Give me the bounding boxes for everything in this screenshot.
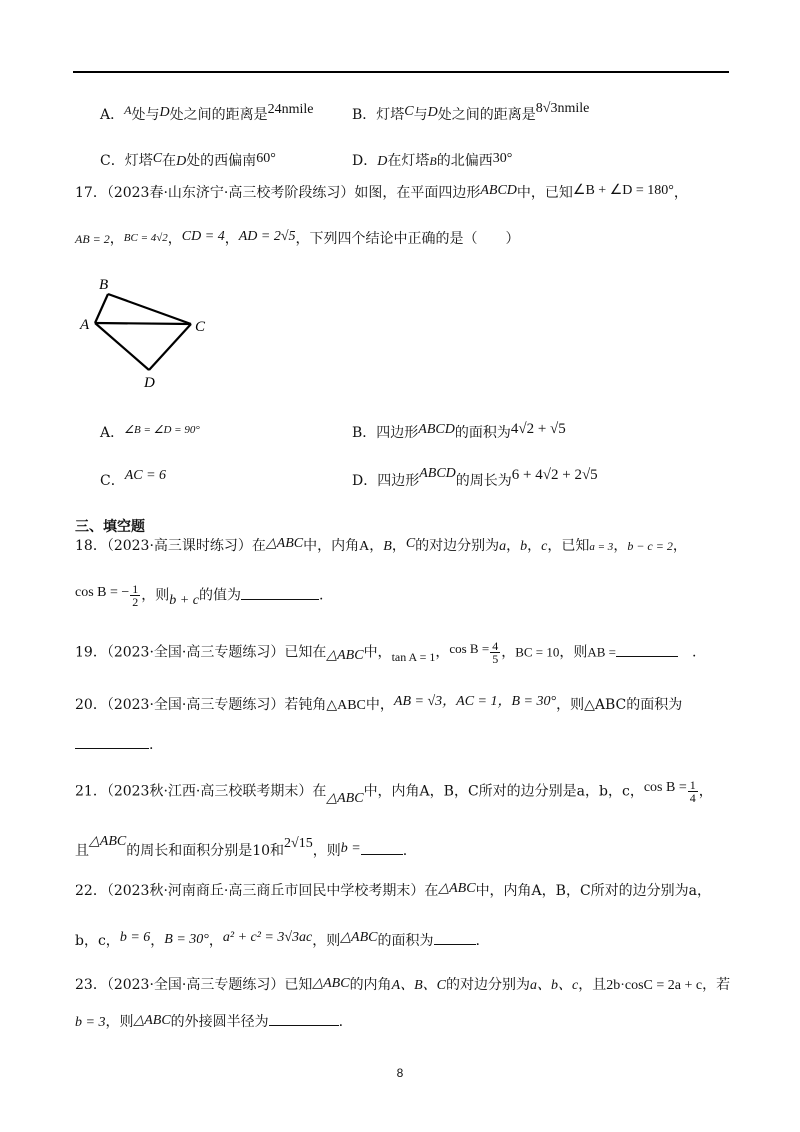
q20-answer-blank[interactable] [75,736,149,749]
vertex-label-c: C [195,319,206,335]
q22-answer-blank[interactable] [434,932,476,945]
q19-fraction: $\frac{4}{5}$ [492,639,499,666]
q22-line2: b，c，b = 6，B = 30°，a² + c² = 3√3ac，则△ABC的面积为 . [75,930,480,949]
q19-line: 19．（2023·全国·高三专题练习）已知在△ABC中，tan A = 1，cos B = $\frac{4}{5}$ ，BC = 10，则AB = . [75,639,697,666]
q16-option-c: C．灯塔C在D处的西偏南60° [100,151,276,169]
section-heading-fill-in: 三、填空题 [75,519,145,535]
q22-line1: 22．（2023秋·河南商丘·高三商丘市回民中学校考期末）在△ABC中，内角A，B，C所对的边分别为a， [75,881,712,899]
q21-line2: 且△ABC的周长和面积分别是10和2√15，则b = . [75,834,408,859]
q18-line1: 18．（2023·高三课时练习）在△ABC中，内角A，B，C的对边分别为a，b，c，已知a = 3，b − c = 2， [75,536,687,554]
edge-ad [95,323,149,370]
edge-dc [149,324,191,370]
q23-line2: b = 3，则△ABC的外接圆半径为 . [75,1013,344,1030]
q23-line1: 23．（2023·全国·高三专题练习）已知△ABC的内角A、B、C的对边分别为a、b、c，且2b·cosC = 2a + c，若 [75,976,731,993]
q17-stem-line2: AB = 2，BC = 4√2，CD = 4，AD = 2√5，下列四个结论中正确的是（ ） [75,229,520,247]
edge-ac [95,323,191,324]
q17-option-a: A．$^{\angle B = \angle D = 90^\circ}$ [100,424,200,441]
q19-answer-blank[interactable] [616,648,678,657]
q16-option-b: B．灯塔C与D处之间的距离是8√3nmile [352,101,590,123]
vertex-label-a: A [80,317,90,333]
q20-line1: 20．（2023·全国·高三专题练习）若钝角△ABC中，AB = √3，AC = 1，B = 30°，则△ABC的面积为 [75,694,683,713]
q17-quadrilateral-figure [78,275,218,395]
q18-answer-blank[interactable] [241,587,319,600]
vertex-label-b: B [99,277,109,293]
q17-option-d: D．四边形ABCD的周长为6 + 4√2 + 2√5 [352,466,598,489]
vertex-label-d: D [144,375,155,391]
header-rule [73,71,729,73]
q17-stem-line1: 17．（2023春·山东济宁·高三校考阶段练习）如图，在平面四边形ABCD中，已知∠B + ∠D = 180°， [75,183,688,201]
q18-line2: cos B = − $\frac{1}{2}$ ，则b + c的值为 . [75,582,324,609]
page-number: 8 [396,1066,404,1080]
q16-option-a: A．A处与D处之间的距离是24nmile [100,102,314,123]
q16-option-d: D．D在灯塔B的北偏西30° [352,151,513,169]
q21-line1: 21．（2023秋·江西·高三校联考期末）在△ABC中，内角A，B，C所对的边分别是a，b，c，cos B = $\frac{1}{4}$ ， [75,778,713,806]
edge-bc [108,294,191,324]
q23-answer-blank[interactable] [269,1013,339,1026]
q20-line2: . [75,736,153,753]
edge-ab [95,294,108,323]
q18-fraction: $\frac{1}{2}$ [132,582,139,609]
q17-option-c: C．AC = 6 [100,468,167,489]
q21-fraction: $\frac{1}{4}$ [689,778,696,805]
q17-option-b: B．四边形ABCD的面积为4√2 + √5 [352,421,566,441]
q21-answer-blank[interactable] [361,842,403,855]
